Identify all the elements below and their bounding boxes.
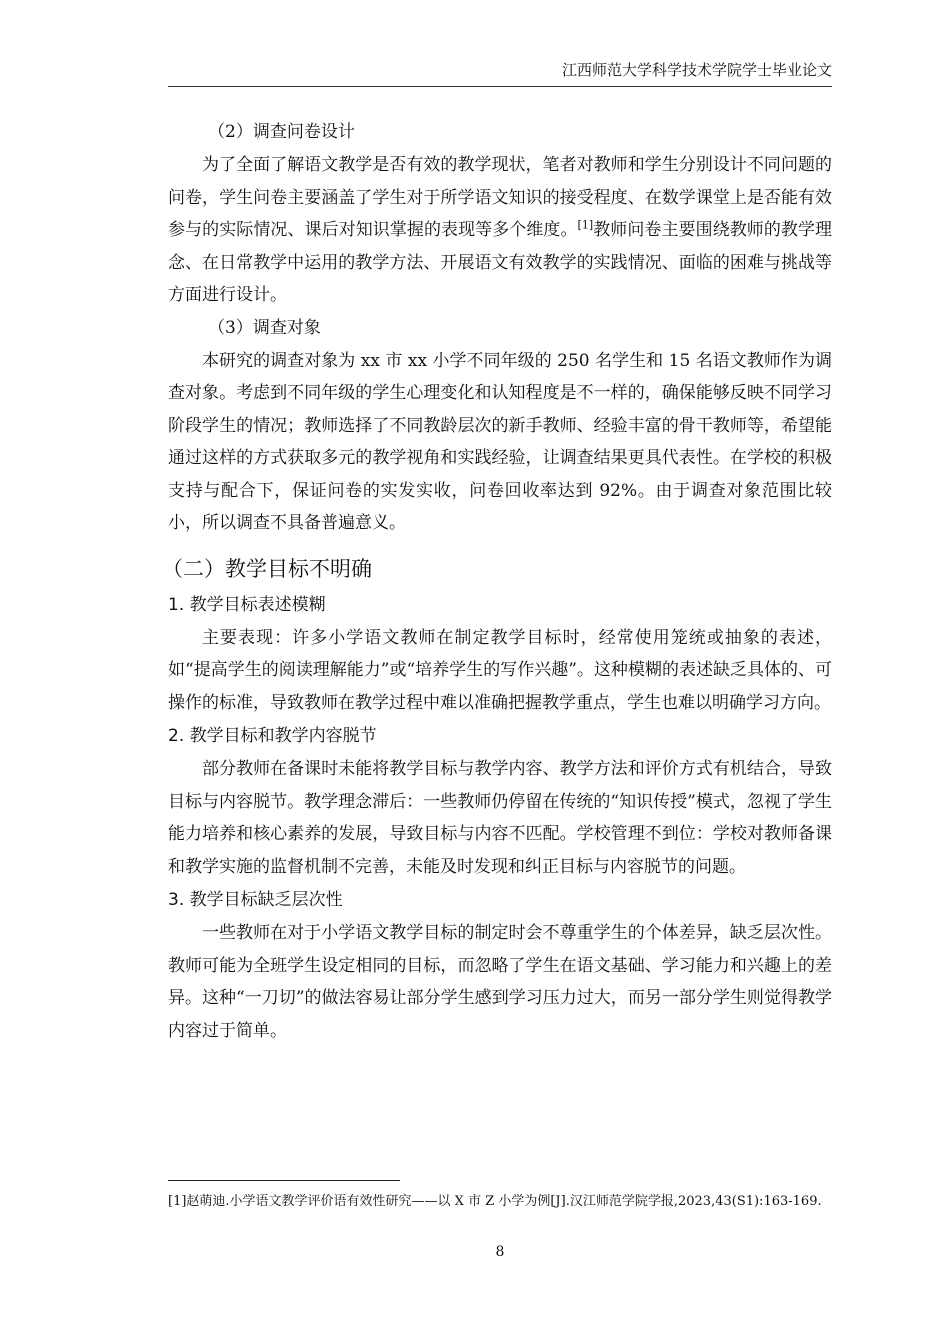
- paragraph-goal-content-gap: 部分教师在备课时未能将教学目标与教学内容、教学方法和评价方式有机结合，导致目标与内容脱节。教学理念滞后：一些教师仍停留在传统的“知识传授”模式，忽视了学生能力培养和核心素养的发展，导致目标与内容不匹配。学校管理不到位：学校对教师备课和教学实施的监督机制不完善，未能及时发现和纠正目标与内容脱节的问题。: [168, 759, 832, 877]
- footnote-divider: [168, 1180, 400, 1181]
- citation-marker[interactable]: [1]: [577, 218, 594, 232]
- paragraph-vague-goals: 主要表现：许多小学语文教师在制定教学目标时，经常使用笼统或抽象的表述，如“提高学生的阅读理解能力”或“培养学生的写作兴趣”。这种模糊的表述缺乏具体的、可操作的标准，导致教师在教学过程中难以准确把握教学重点，学生也难以明确学习方向。: [168, 627, 832, 713]
- footnote: [1]赵萌迪.小学语文教学评价语有效性研究——以 X 市 Z 小学为例[J].汉江师范学院学报,2023,43(S1):163-169.: [168, 1194, 822, 1209]
- running-header: 江西师范大学科学技术学院学士毕业论文: [168, 60, 832, 87]
- paragraph-text-continued: 教师问卷主要围绕教师的教学理念、在日常教学中运用的教学方法、开展语文有效教学的实践情况、面临的困难与挑战等方面进行设计。: [168, 220, 833, 305]
- subheading-survey-subjects: （3）调查对象: [208, 317, 321, 338]
- page-number: 8: [495, 1244, 505, 1260]
- paragraph-goal-levels: 一些教师在对于小学语文教学目标的制定时会不尊重学生的个体差异，缺乏层次性。教师可能为全班学生设定相同的目标，而忽略了学生在语文基础、学习能力和兴趣上的差异。这种“一刀切”的做法容易让部分学生感到学习压力过大，而另一部分学生则觉得教学内容过于简单。: [168, 923, 832, 1041]
- paragraph-survey-design: [168, 149, 832, 312]
- paragraph-text: 为了全面了解语文教学是否有效的教学现状，笔者对教师和学生分别设计不同问题的问卷，学生问卷主要涵盖了学生对于所学语文知识的接受程度、在数学课堂上是否能有效参与的实际情况、课后对知识掌握的表现等多个维度。: [168, 155, 832, 240]
- section-heading: （二）教学目标不明确: [162, 556, 372, 581]
- subsection-heading-3: 3. 教学目标缺乏层次性: [168, 890, 343, 910]
- subheading-survey-design: （2）调查问卷设计: [208, 122, 355, 142]
- subsection-heading-1: 1. 教学目标表述模糊: [168, 594, 326, 615]
- paragraph-survey-subjects: 本研究的调查对象为 xx 市 xx 小学不同年级的 250 名学生和 15 名语文教师作为调查对象。考虑到不同年级的学生心理变化和认知程度是不一样的，确保能够反映不同学习阶段学生的情况；教师选择了不同教龄层次的新手教师、经验丰富的骨干教师等，希望能通过这样的方式获取多元的教学视角和实践经验，让调查结果更具代表性。在学校的积极支持与配合下，保证问卷的实发实收，问卷回收率达到 92%。由于调查对象范围比较小，所以调查不具备普遍意义。: [168, 350, 832, 533]
- subsection-heading-2: 2. 教学目标和教学内容脱节: [168, 726, 377, 746]
- page-body: [162, 116, 833, 1047]
